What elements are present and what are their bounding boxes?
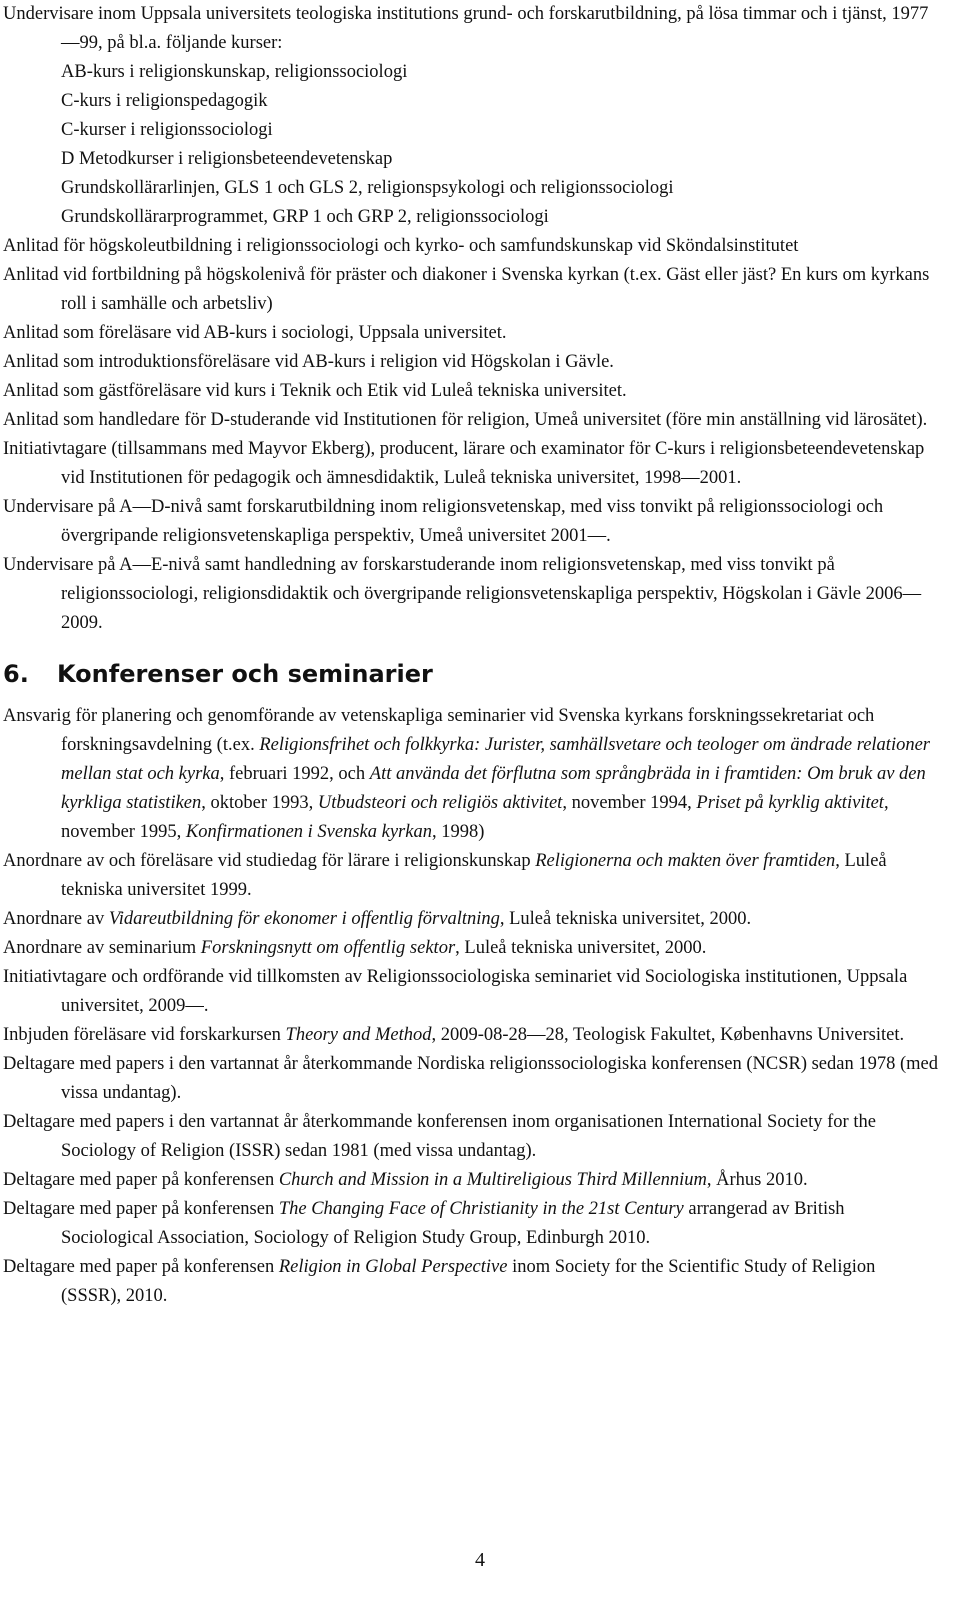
entry-text: , 2009-08-28—28, Teologisk Fakultet, Københavns Universitet. (431, 1025, 905, 1045)
conferences-section (0, 702, 960, 1311)
conference-entry: Initiativtagare och ordförande vid tillkomsten av Religionssociologiska seminariet vid Sociologiska institutionen, Uppsala universitet, 2009—. (3, 967, 908, 1016)
entry-text: Deltagare med paper på konferensen (3, 1199, 279, 1219)
teaching-entry: Anlitad vid fortbildning på högskolenivå för präster och diakoner i Svenska kyrkan (t.ex. Gäst eller jäst? En kurs om kyrkans roll i samhälle och arbetsliv) (3, 265, 930, 314)
entry-text: , Luleå tekniska universitet 1999. (61, 851, 887, 900)
conference-entry: Deltagare med papers i den vartannat år återkommande Nordiska religionssociologiska konferensen (NCSR) sedan 1978 (med vissa undantag). (3, 1054, 938, 1103)
teaching-entry: Initiativtagare (tillsammans med Mayvor Ekberg), producent, lärare och examinator för C-kurs i religionsbeteendevetenskap vid Institutionen för pedagogik och ämnesdidaktik, Luleå tekniska universitet, 1998—2001. (3, 439, 925, 488)
teaching-entry: Anlitad som föreläsare vid AB-kurs i sociologi, Uppsala universitet. (3, 323, 507, 343)
section-title: Konferenser och seminarier (57, 660, 433, 688)
course-item: D Metodkurser i religionsbeteendevetenskap (61, 149, 393, 169)
course-item: C-kurser i religionssociologi (61, 120, 273, 140)
entry-text: , oktober 1993, (201, 793, 318, 813)
conference-entry (3, 934, 938, 963)
entry-text: , november 1994, (562, 793, 697, 813)
section-heading (3, 658, 960, 690)
seminar-title: Konfirmationen i Svenska kyrkan (185, 822, 432, 842)
teaching-section (0, 0, 960, 638)
seminar-title: Att använda det förflutna som språngbräda in i framtiden: Om bruk av den kyrkliga statistiken (61, 764, 926, 813)
entry-text: Inbjuden föreläsare vid forskarkursen (3, 1025, 286, 1045)
seminar-title: Religionerna och makten över framtiden (535, 851, 836, 871)
entry-text: , Århus 2010. (706, 1170, 808, 1190)
course-item: AB-kurs i religionskunskap, religionssociologi (61, 62, 408, 82)
entry-text: Anordnare av seminarium (3, 938, 201, 958)
entry-text: Anordnare av och föreläsare vid studiedag för lärare i religionskunskap (3, 851, 536, 871)
teaching-entry: Anlitad som handledare för D-studerande vid Institutionen för religion, Umeå universitet (före min anställning vid lärosätet). (3, 410, 928, 430)
seminar-title: Forskningsnytt om offentlig sektor (200, 938, 456, 958)
teaching-entry: Anlitad som introduktionsföreläsare vid AB-kurs i religion vid Högskolan i Gävle. (3, 352, 614, 372)
course-item: C-kurs i religionspedagogik (61, 91, 268, 111)
entry-text: inom Society for the Scientific Study of Religion (SSSR), 2010. (61, 1257, 876, 1306)
entry-text: , 1998) (431, 822, 485, 842)
conference-title: Religion in Global Perspective (278, 1257, 508, 1277)
entry-text: , november 1995, (61, 793, 889, 842)
conference-entry (3, 1195, 938, 1253)
section-number: 6. (3, 660, 29, 688)
conference-entry (3, 847, 938, 905)
seminar-title: Religionsfrihet och folkkyrka: Jurister, samhällsvetare och teologer om ändrade relationer mellan stat och kyrka (61, 735, 930, 784)
seminar-title: Utbudsteori och religiös aktivitet (317, 793, 563, 813)
entry-text: Ansvarig för planering och genomförande av vetenskapliga seminarier vid Svenska kyrkans forskningssekretariat och forskningsavdelning (t.ex. (3, 706, 875, 755)
conference-entry (3, 1166, 938, 1195)
teaching-entry: Undervisare på A—D-nivå samt forskarutbildning inom religionsvetenskap, med viss tonvikt på religionssociologi och övergripande religionsvetenskapliga perspektiv, Umeå universitet 2001—. (3, 497, 884, 546)
page-number: 4 (475, 1549, 485, 1571)
conference-entry (3, 1021, 938, 1050)
teaching-intro: Undervisare inom Uppsala universitets teologiska institutions grund- och forskarutbildning, på lösa timmar och i tjänst, 1977—99, på bl.a. följande kurser: (3, 4, 929, 53)
entry-text: , Luleå tekniska universitet, 2000. (455, 938, 707, 958)
teaching-entry: Undervisare på A—E-nivå samt handledning av forskarstuderande inom religionsvetenskap, med viss tonvikt på religionssociologi, religionsdidaktik och övergripande religionsvetenskapliga perspektiv, Högskolan i Gävle 2006—2009. (3, 555, 922, 633)
entry-text: arrangerad av British Sociological Association, Sociology of Religion Study Group, Edinburgh 2010. (61, 1199, 845, 1248)
seminar-title: Priset på kyrklig aktivitet (696, 793, 884, 813)
course-item: Grundskollärarprogrammet, GRP 1 och GRP 2, religionssociologi (61, 207, 549, 227)
conference-entry: Deltagare med papers i den vartannat år återkommande konferensen inom organisationen International Society for the Sociology of Religion (ISSR) sedan 1981 (med vissa undantag). (3, 1112, 876, 1161)
entry-text: Deltagare med paper på konferensen (3, 1257, 279, 1277)
conference-entry (3, 702, 938, 847)
course-title: Theory and Method (285, 1025, 432, 1045)
teaching-entry: Anlitad för högskoleutbildning i religionssociologi och kyrko- och samfundskunskap vid Sköndalsinstitutet (3, 236, 799, 256)
conference-entry (3, 1253, 938, 1311)
conference-title: The Changing Face of Christianity in the 21st Century (278, 1199, 684, 1219)
conference-title: Church and Mission in a Multireligious Third Millennium (278, 1170, 707, 1190)
seminar-title: Vidareutbildning för ekonomer i offentlig förvaltning (108, 909, 500, 929)
entry-text: , februari 1992, och (219, 764, 370, 784)
conference-entry (3, 905, 938, 934)
course-item: Grundskollärarlinjen, GLS 1 och GLS 2, religionspsykologi och religionssociologi (61, 178, 674, 198)
entry-text: Deltagare med paper på konferensen (3, 1170, 279, 1190)
teaching-entry: Anlitad som gästföreläsare vid kurs i Teknik och Etik vid Luleå tekniska universitet. (3, 381, 627, 401)
entry-text: , Luleå tekniska universitet, 2000. (499, 909, 752, 929)
entry-text: Anordnare av (3, 909, 109, 929)
